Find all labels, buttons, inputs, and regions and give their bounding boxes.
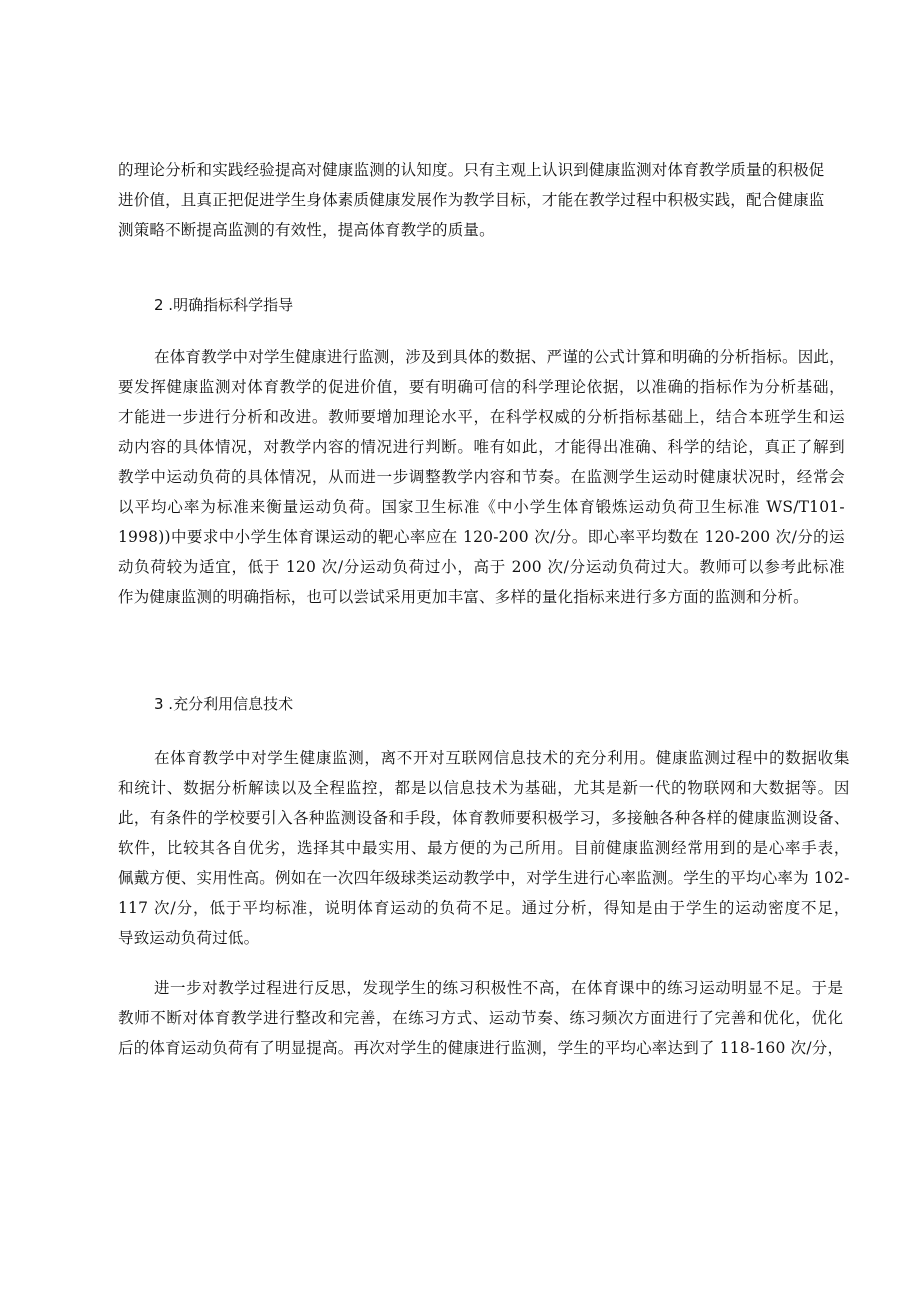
paragraph-line: 进价值，且真正把促进学生身体素质健康发展作为教学目标，才能在教学过程中积极实践，配合健康监: [118, 191, 825, 209]
paragraph-line: 的理论分析和实践经验提高对健康监测的认知度。只有主观上认识到健康监测对体育教学质量的积极促: [118, 161, 825, 179]
paragraph-line: 才能进一步进行分析和改进。教师要增加理论水平，在科学权威的分析指标基础上，结合本班学生和运: [118, 408, 845, 426]
paragraph-line: 在体育教学中对学生健康监测，离不开对互联网信息技术的充分利用。健康监测过程中的数据收集: [154, 749, 850, 767]
paragraph-line: 测策略不断提高监测的有效性，提高体育教学的质量。: [118, 221, 495, 239]
paragraph-line: 动内容的具体情况，对教学内容的情况进行判断。唯有如此，才能得出准确、科学的结论，真正了解到: [118, 438, 845, 456]
paragraph-line: 软件，比较其各自优劣，选择其中最实用、最方便的为己所用。目前健康监测经常用到的是心率手表，: [118, 839, 850, 857]
paragraph-line: 作为健康监测的明确指标，也可以尝试采用更加丰富、多样的量化指标来进行多方面的监测和分析。: [118, 588, 809, 606]
paragraph-line: 教师不断对体育教学进行整改和完善，在练习方式、运动节奏、练习频次方面进行了完善和优化，优化: [118, 1009, 844, 1027]
paragraph-line: 进一步对教学过程进行反思，发现学生的练习积极性不高，在体育课中的练习运动明显不足。于是: [154, 979, 844, 997]
paragraph-2: [118, 342, 845, 612]
paragraph-line: 动负荷较为适宜，低于 120 次/分运动负荷过小，高于 200 次/分运动负荷过大。教师可以参考此标准: [118, 558, 845, 576]
paragraph-line: 此，有条件的学校要引入各种监测设备和手段，体育教师要积极学习，多接触各种各样的健康监测设备、: [118, 809, 850, 827]
paragraph-4: [118, 973, 843, 1063]
paragraph-line: 后的体育运动负荷有了明显提高。再次对学生的健康进行监测，学生的平均心率达到了 118-160 次/分，: [118, 1039, 844, 1057]
paragraph-line: 1998))中要求中小学生体育课运动的靶心率应在 120-200 次/分。即心率平均数在 120-200 次/分的运: [118, 528, 845, 546]
paragraph-line: 以平均心率为标准来衡量运动负荷。国家卫生标准《中小学生体育锻炼运动负荷卫生标准 WS/T101-: [118, 498, 845, 516]
section-heading-3: 3 .充分利用信息技术: [154, 695, 294, 713]
paragraph-1: [118, 155, 825, 245]
paragraph-line: 教学中运动负荷的具体情况，从而进一步调整教学内容和节奏。在监测学生运动时健康状况时，经常会: [118, 468, 845, 486]
section-heading-2: 2 .明确指标科学指导: [154, 296, 294, 314]
paragraph-line: 和统计、数据分析解读以及全程监控，都是以信息技术为基础，尤其是新一代的物联网和大数据等。因: [118, 779, 850, 797]
paragraph-line: 要发挥健康监测对体育教学的促进价值，要有明确可信的科学理论依据，以准确的指标作为分析基础，: [118, 378, 845, 396]
paragraph-line: 在体育教学中对学生健康进行监测，涉及到具体的数据、严谨的公式计算和明确的分析指标。因此，: [154, 348, 845, 366]
paragraph-3: [118, 743, 850, 953]
paragraph-line: 导致运动负荷过低。: [118, 929, 260, 947]
paragraph-line: 佩戴方便、实用性高。例如在一次四年级球类运动教学中，对学生进行心率监测。学生的平均心率为 102-: [118, 869, 850, 887]
paragraph-line: 117 次/分，低于平均标准，说明体育运动的负荷不足。通过分析，得知是由于学生的运动密度不足，: [118, 899, 850, 917]
